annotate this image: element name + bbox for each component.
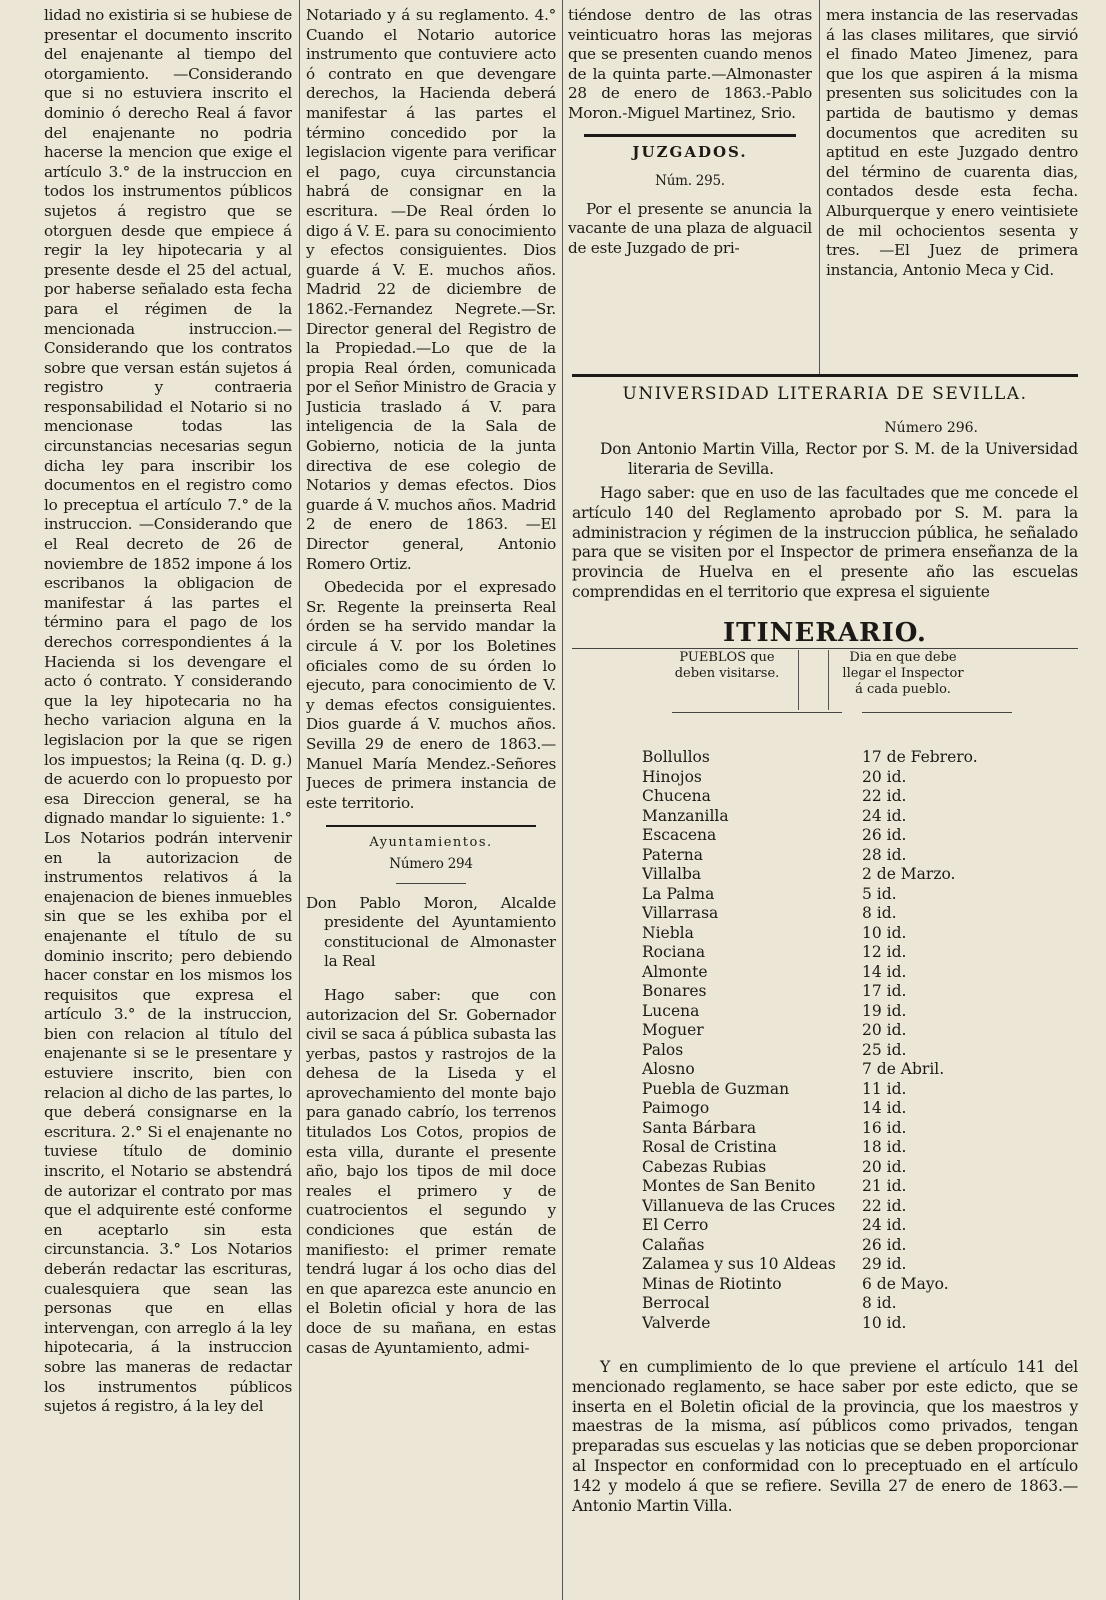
itinerario-list xyxy=(572,748,992,1333)
pueblo-name: Manzanilla xyxy=(642,806,729,825)
pueblo-name: Villanueva de las Cruces xyxy=(642,1196,836,1215)
visit-date: 24 id. xyxy=(862,1216,907,1234)
table-row xyxy=(572,943,992,963)
visit-date: 5 id. xyxy=(862,884,897,903)
pueblo-name: Valverde xyxy=(642,1313,711,1332)
visit-date: 14 id. xyxy=(862,962,907,981)
table-row xyxy=(572,1255,992,1275)
visit-date: 21 id. xyxy=(862,1177,907,1195)
visit-date: 29 id. xyxy=(862,1255,907,1273)
pueblo-name: Cabezas Rubias xyxy=(642,1157,767,1176)
table-row xyxy=(572,1021,992,1041)
official-heading: Don Pablo Moron, Alcalde presidente del Ayuntamiento constitucional de Almonaster la Real xyxy=(306,893,556,971)
section-title-ayuntamientos: Ayuntamientos. xyxy=(369,835,493,851)
visit-date: 17 de Febrero. xyxy=(862,748,978,766)
table-row xyxy=(572,1041,992,1061)
article-text: Notariado y á su reglamento. 4.° Cuando el Notario autorice instrumento que contuviere acto ó contrato en que devengare derechos, la Hacienda deberá manifestar á las partes el término concedido por la legislacion vigente para verificar el pago, cuya circunstancia habrá de consignar en la escritura. —De Real órden lo digo á V. E. para su conocimiento y efectos consiguientes. Dios guarde á V. E. muchos años. Madrid 22 de diciembre de 1862.-Fernandez Negrete.—Sr. Director general del Registro de la Propiedad.—Lo que de la propia Real órden, comunicada por el Señor Ministro de Gracia y Justicia traslado á V. para inteligencia de la Sala de Gobierno, noticia de la junta directiva de ese colegio de Notarios y demas efectos. Dios guarde á V. muchos años. Madrid 2 de enero de 1863. —El Director general, Antonio Romero Ortiz. xyxy=(306,6,556,573)
visit-date: 2 de Marzo. xyxy=(862,865,956,883)
article-text: Hago saber: que con autorizacion del Sr. Gobernador civil se saca á pública subasta las yerbas, pastos y rastrojos de la dehesa de la Liseda y el aprovechamiento del monte bajo para ganado cabrío, los terrenos titulados Los Cotos, propios de esta villa, durante el presente año, bajo los tipos de mil doce reales el primero y de cuatrocientos el segundo y condiciones que están de manifiesto: el primer remate tendrá lugar á los ocho dias del en que aparezca este anuncio en el Boletin oficial y hora de las doce de su mañana, en estas casas de Ayuntamiento, admi- xyxy=(306,985,556,1357)
column-2 xyxy=(306,6,556,1596)
pueblo-name: Paterna xyxy=(642,845,704,864)
pueblo-name: Berrocal xyxy=(642,1294,710,1312)
article-text: Hago saber: que en uso de las facultades que me concede el artículo 140 del Reglamento aprobado por S. M. para la administracion y régimen de la instruccion pública, he señalado para que se visiten por el Inspector de primera enseñanza de la provincia de Huelva en el presente año las escuelas comprendidas en el territorio que expresa el siguiente xyxy=(572,484,1078,601)
pueblo-name: Lucena xyxy=(642,1001,700,1020)
visit-date: 26 id. xyxy=(862,826,907,844)
column-3 xyxy=(568,6,812,376)
pueblo-name: Paimogo xyxy=(642,1099,710,1117)
visit-date: 17 id. xyxy=(862,982,907,1000)
article-text: tiéndose dentro de las otras veinticuatro horas las mejoras que se presenten cuando menos de la quinta parte.—Almonaster 28 de enero de 1863.-Pablo Moron.-Miguel Martinez, Srio. xyxy=(568,6,812,122)
table-row xyxy=(572,904,992,924)
pueblo-name: Rosal de Cristina xyxy=(642,1138,777,1156)
pueblo-name: Palos xyxy=(642,1040,684,1059)
pueblo-name: Montes de San Benito xyxy=(642,1177,816,1195)
table-row xyxy=(572,1099,992,1119)
pueblo-name: El Cerro xyxy=(642,1216,709,1234)
section-title-juzgados: JUZGADOS. xyxy=(632,142,748,161)
pueblo-name: Escacena xyxy=(642,826,717,844)
university-official xyxy=(572,440,1078,480)
table-row xyxy=(572,807,992,827)
table-row xyxy=(572,1119,992,1139)
section-rule xyxy=(396,883,466,884)
pueblo-name: Hinojos xyxy=(642,767,702,786)
column-rule xyxy=(819,0,820,375)
visit-date: 8 id. xyxy=(862,904,897,922)
pueblo-name: Zalamea y sus 10 Aldeas xyxy=(642,1255,836,1273)
pueblo-name: Rociana xyxy=(642,943,706,961)
visit-date: 24 id. xyxy=(862,806,907,825)
university-closing xyxy=(572,1358,1078,1516)
column-rule xyxy=(299,0,300,1600)
section-rule xyxy=(584,134,796,137)
pueblo-name: Almonte xyxy=(642,962,708,981)
pueblo-name: Niebla xyxy=(642,923,694,942)
pueblo-name: Alosno xyxy=(642,1060,695,1078)
table-row xyxy=(572,1060,992,1080)
section-rule xyxy=(326,825,536,827)
official-heading: Don Antonio Martin Villa, Rector por S. M. de la Universidad literaria de Sevilla. xyxy=(600,440,1078,478)
visit-date: 19 id. xyxy=(862,1001,907,1020)
table-row xyxy=(572,787,992,807)
notice-number: Número 294 xyxy=(389,855,473,872)
table-row xyxy=(572,963,992,983)
table-row xyxy=(572,846,992,866)
article-text: Obedecida por el expresado Sr. Regente la preinserta Real órden se ha servido mandar la circule á V. por los Boletines oficiales como de su órden lo ejecuto, para conocimiento de V. y demas efectos consiguientes. Dios guarde á V. muchos años. Sevilla 29 de enero de 1863.—Manuel María Mendez.-Señores Jueces de primera instancia de este territorio. xyxy=(306,578,556,812)
table-rule xyxy=(572,648,1078,649)
table-row xyxy=(572,826,992,846)
visit-date: 12 id. xyxy=(862,943,907,961)
table-row xyxy=(572,1236,992,1256)
table-row xyxy=(572,865,992,885)
table-row xyxy=(572,982,992,1002)
visit-date: 20 id. xyxy=(862,1021,907,1039)
pueblo-name: Moguer xyxy=(642,1021,704,1039)
table-row xyxy=(572,1080,992,1100)
itinerario-title: ITINERARIO. xyxy=(723,618,927,648)
column-header-pueblos: PUEBLOS que deben visitarse. xyxy=(674,650,780,681)
visit-date: 10 id. xyxy=(862,1313,907,1332)
table-rule xyxy=(828,650,829,710)
table-row xyxy=(572,1294,992,1314)
pueblo-name: Villalba xyxy=(642,865,702,883)
table-row xyxy=(572,1138,992,1158)
table-row xyxy=(572,748,992,768)
visit-date: 26 id. xyxy=(862,1235,907,1254)
article-text: mera instancia de las reservadas á las clases militares, que sirvió el finado Mateo Jimenez, para que los que aspiren á la misma presenten sus solicitudes con la partida de bautismo y demas documentos que acrediten su aptitud en este Juzgado dentro del término de cuarenta dias, contados desde esta fecha. Alburquerque y enero veintisiete de mil ochocientos sesenta y tres. —El Juez de primera instancia, Antonio Meca y Cid. xyxy=(826,6,1078,279)
table-row xyxy=(572,768,992,788)
visit-date: 16 id. xyxy=(862,1118,907,1137)
pueblo-name: Villarrasa xyxy=(642,904,719,922)
table-row xyxy=(572,1216,992,1236)
table-row xyxy=(572,1275,992,1295)
table-row xyxy=(572,885,992,905)
table-rule xyxy=(862,712,1012,713)
section-title-universidad: UNIVERSIDAD LITERARIA DE SEVILLA. xyxy=(622,384,1028,404)
table-rule xyxy=(798,650,799,710)
pueblo-name: Bonares xyxy=(642,982,707,1000)
column-4 xyxy=(826,6,1078,376)
pueblo-name: Santa Bárbara xyxy=(642,1118,757,1137)
visit-date: 28 id. xyxy=(862,845,907,864)
column-1 xyxy=(44,6,292,1596)
university-notice xyxy=(572,484,1078,603)
pueblo-name: Puebla de Guzman xyxy=(642,1079,790,1098)
pueblo-name: La Palma xyxy=(642,884,715,903)
visit-date: 22 id. xyxy=(862,1196,907,1215)
pueblo-name: Bollullos xyxy=(642,748,710,766)
notice-number: Número 296. xyxy=(884,420,978,436)
table-row xyxy=(572,924,992,944)
article-text: Por el presente se anuncia la vacante de una plaza de alguacil de este Juzgado de pri- xyxy=(568,199,812,257)
article-text: lidad no existiria si se hubiese de presentar el documento inscrito del enajenante al tiempo del otorgamiento. —Considerando que si no estuviera inscrito el dominio ó derecho Real á favor del enajenante no podria hacerse la mencion que exige el artículo 3.° de la instruccion en todos los instrumentos públicos sujetos á registro que se otorguen desde que empiece á regir la ley hipotecaria y al presente desde el 25 del actual, por haberse señalado esta fecha para el régimen de la mencionada instruccion.—Considerando que los contratos sobre que versan están sujetos á registro y contraeria responsabilidad el Notario si no mencionase todas las circunstancias necesarias segun dicha ley para inscribir los documentos en el registro como lo preceptua el artículo 7.° de la instruccion. —Considerando que el Real decreto de 26 de noviembre de 1852 impone á los escribanos la obligacion de manifestar á las partes el término para el pago de los derechos correspondientes á la Hacienda si los devengare el acto ó contrato. Y considerando que la ley hipotecaria no ha hecho variacion alguna en la legislacion por la que se rigen los impuestos; la Reina (q. D. g.) de acuerdo con lo propuesto por esa Direccion general, se ha dignado mandar lo siguiente: 1.° Los Notarios podrán intervenir en la autorizacion de instrumentos relativos á la enajenacion de bienes inmuebles sin que se les exhiba por el enajenante el título de su dominio inscrito; pero debiendo hacer constar en los mismos los requisitos que expresa el artículo 3.° de la instruccion, bien con relacion al título del enajenante si se le presentare y estuviere inscrito, bien con relacion al dicho de las partes, lo que deberá consignarse en la escritura. 2.° Si el enajenante no tuviese título de dominio inscrito, el Notario se abstendrá de autorizar el contrato por mas que el adquirente esté conforme en aceptarlo sin esta circunstancia. 3.° Los Notarios deberán redactar las escrituras, cualesquiera que sean las personas que en ellas intervengan, con arreglo á la ley hipotecaria, á la instruccion sobre las maneras de redactar los instrumentos públicos sujetos á registro, á la ley del xyxy=(44,6,292,1416)
pueblo-name: Calañas xyxy=(642,1235,705,1254)
table-row xyxy=(572,1197,992,1217)
visit-date: 10 id. xyxy=(862,923,907,942)
column-rule xyxy=(562,0,563,1600)
table-row xyxy=(572,1314,992,1334)
section-rule xyxy=(572,374,1078,377)
visit-date: 11 id. xyxy=(862,1079,907,1098)
table-row xyxy=(572,1177,992,1197)
visit-date: 18 id. xyxy=(862,1138,907,1156)
visit-date: 6 de Mayo. xyxy=(862,1274,949,1293)
visit-date: 22 id. xyxy=(862,787,907,805)
visit-date: 20 id. xyxy=(862,767,907,786)
visit-date: 14 id. xyxy=(862,1099,907,1117)
pueblo-name: Minas de Riotinto xyxy=(642,1274,782,1293)
visit-date: 8 id. xyxy=(862,1294,897,1312)
visit-date: 25 id. xyxy=(862,1040,907,1059)
visit-date: 7 de Abril. xyxy=(862,1060,945,1078)
pueblo-name: Chucena xyxy=(642,787,711,805)
column-header-dia: Dia en que debe llegar el Inspector á cada pueblo. xyxy=(842,650,964,697)
visit-date: 20 id. xyxy=(862,1157,907,1176)
notice-number: Núm. 295. xyxy=(655,173,725,190)
table-rule xyxy=(672,712,842,713)
article-text: Y en cumplimiento de lo que previene el artículo 141 del mencionado reglamento, se hace saber por este edicto, que se inserta en el Boletin oficial de la provincia, que los maestros y maestras de la misma, así públicos como privados, tengan preparadas sus escuelas y las noticias que se deben proporcionar al Inspector en conformidad con lo preceptuado en el artículo 142 y modelo á que se refiere. Sevilla 27 de enero de 1863.—Antonio Martin Villa. xyxy=(572,1358,1078,1515)
table-row xyxy=(572,1158,992,1178)
table-row xyxy=(572,1002,992,1022)
